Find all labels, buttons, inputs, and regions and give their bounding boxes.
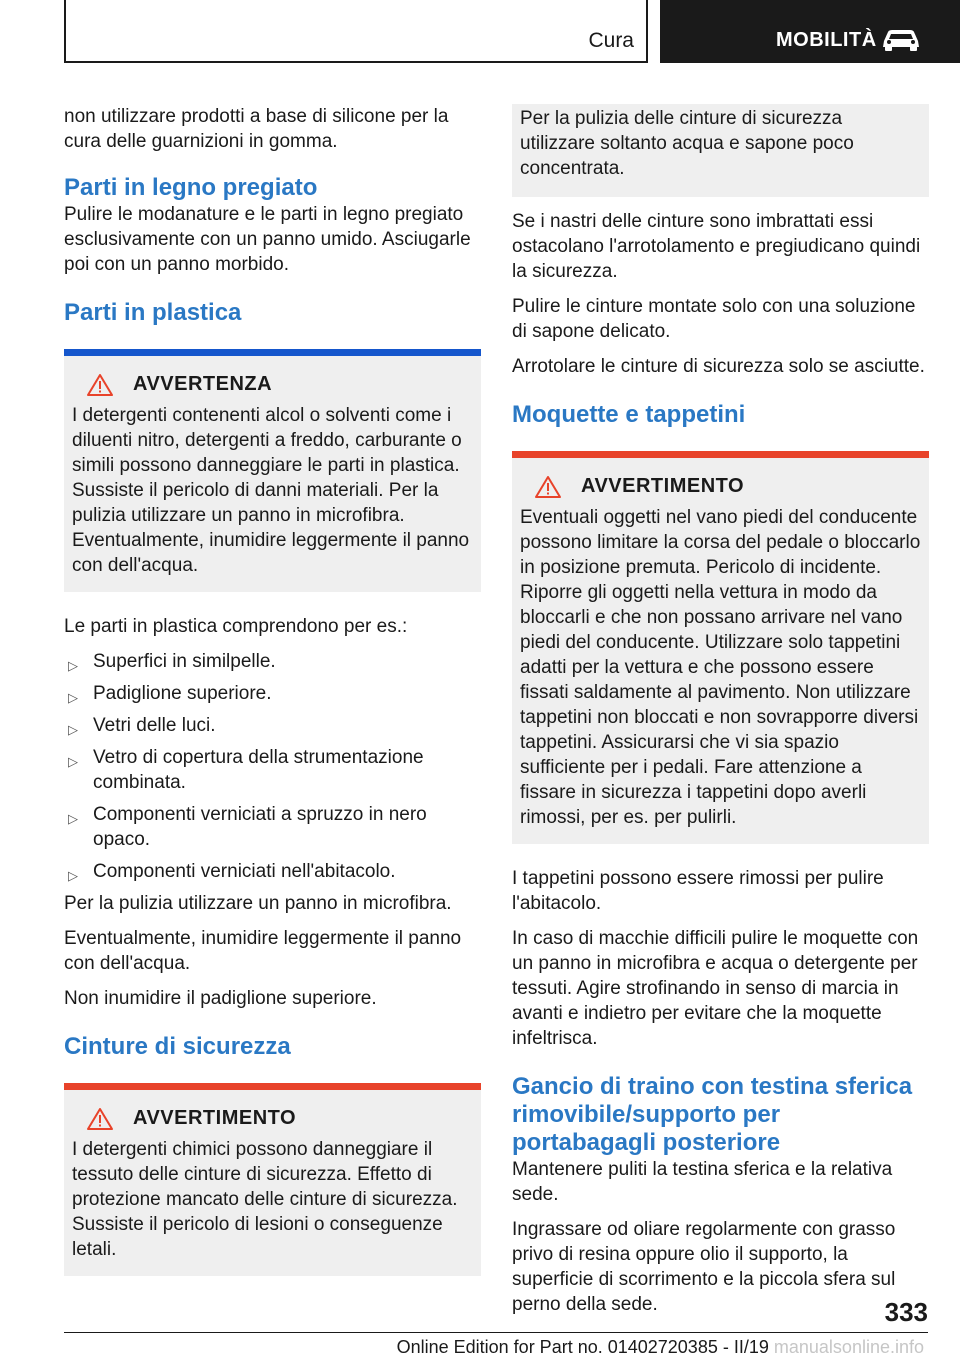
warning-text: I detergenti contenenti alcol o solventi come i diluenti nitro, detergenti a freddo, carburante o simili possono danneggiare le parti in plastica. Sussiste il pericolo di danni materiali. Per la pulizia utilizzare un panno in microfibra. Eventualmente, inumidire leggermente il panno con dell'acqua. <box>72 405 470 576</box>
left-column <box>64 104 481 1276</box>
watermark-site: manualsonline.info <box>773 1337 924 1357</box>
warning-title: AVVERTIMENTO <box>581 475 745 497</box>
list-item: ▷ Componenti verniciati a spruzzo in nero opaco. <box>68 804 427 850</box>
header-section-title: Cura <box>588 29 634 52</box>
belts-paragraph: Arrotolare le cinture di sicurezza solo se asciutte. <box>512 356 925 377</box>
list-item: ▷ Padiglione superiore. <box>64 681 481 706</box>
bullet-triangle-icon: ▷ <box>68 811 78 826</box>
wood-paragraph: Pulire le modanature e le parti in legno pregiato esclusivamente con un panno umido. Asciugarle poi con un panno morbido. <box>64 204 471 275</box>
heading-wood: Parti in legno pregiato <box>64 174 318 201</box>
list-item: ▷ Vetro di copertura della strumentazione combinata. <box>68 747 424 793</box>
warning-title: AVVERTIMENTO <box>133 1107 297 1129</box>
towbar-paragraph: Mantenere puliti la testina sferica e la relativa sede. <box>512 1159 893 1205</box>
plastic-paragraph: Non inumidire il padiglione superiore. <box>64 988 377 1009</box>
section-rule <box>64 1083 481 1090</box>
list-item: ▷ Superfici in similpelle. <box>64 649 481 674</box>
heading-belts: Cinture di sicurezza <box>64 1033 291 1060</box>
carpet-paragraph: I tappetini possono essere rimossi per pulire l'abitacolo. <box>512 868 884 914</box>
plastic-parts-list <box>64 649 481 884</box>
warning-title: AVVERTENZA <box>133 373 273 395</box>
section-rule <box>64 349 481 356</box>
belts-paragraph: Se i nastri delle cinture sono imbrattati essi ostacolano l'arrotolamento e pregiudicano quindi la sicurezza. <box>512 211 921 282</box>
edition-text: Online Edition for Part no. 01402720385 - II/19 <box>396 1337 769 1357</box>
bullet-triangle-icon: ▷ <box>68 754 78 769</box>
header-section-box <box>64 0 648 63</box>
warning-box-belts <box>64 1090 481 1276</box>
car-icon <box>880 27 922 53</box>
header-chapter-title: MOBILITÀ <box>776 29 877 51</box>
warning-text: I detergenti chimici possono danneggiare il tessuto delle cinture di sicurezza. Effetto di protezione mancato delle cinture di sicurezza. Sussiste il pericolo di lesioni o conseguenze letali. <box>72 1139 458 1260</box>
footer-divider <box>64 1332 928 1333</box>
warning-triangle-icon <box>86 1107 114 1131</box>
carpet-paragraph: In caso di macchie difficili pulire le moquette con un panno in microfibra e acqua o detergente per tessuti. Agire strofinando in senso di marcia in avanti e indietro per evitare che la moquette infeltrisca. <box>512 928 919 1049</box>
plastic-paragraph: Per la pulizia utilizzare un panno in microfibra. <box>64 893 452 914</box>
list-item: ▷ Componenti verniciati nell'abitacolo. <box>64 859 481 884</box>
warning-text: Eventuali oggetti nel vano piedi del conducente possono limitare la corsa del pedale o bloccarlo in posizione premuta. Pericolo di incidente. Riporre gli oggetti nella vettura in modo da bloccarli e che non possano arrivare nel vano piedi del conducente. Utilizzare solo tappetini adatti per la vettura e che possono essere fissati saldamente al pavimento. Non utilizzare tappetini non bloccati e non sovrapporre diversi tappetini. Assicurarsi che vi sia spazio sufficiente per i pedali. Fare attenzione a fissare in sicurezza i tappetini dopo averli rimossi, per es. per pulirli. <box>520 507 921 828</box>
plastic-list-intro: Le parti in plastica comprendono per es.: <box>64 616 408 637</box>
bullet-triangle-icon: ▷ <box>68 722 78 737</box>
heading-plastic: Parti in plastica <box>64 299 242 326</box>
heading-carpet: Moquette e tappetini <box>512 401 746 428</box>
belts-paragraph: Pulire le cinture montate solo con una soluzione di sapone delicato. <box>512 296 916 342</box>
info-box-belts: Per la pulizia delle cinture di sicurezza utilizzare soltanto acqua e sapone poco concentrata. <box>512 104 929 197</box>
page-number: 333 <box>884 1297 928 1327</box>
warning-triangle-icon <box>86 373 114 397</box>
bullet-triangle-icon: ▷ <box>68 690 78 705</box>
warning-box-carpet <box>512 458 929 844</box>
bullet-triangle-icon: ▷ <box>68 868 78 883</box>
section-rule <box>512 451 929 458</box>
plastic-paragraph: Eventualmente, inumidire leggermente il panno con dell'acqua. <box>64 928 462 974</box>
intro-paragraph: non utilizzare prodotti a base di silicone per la cura delle guarnizioni in gomma. <box>64 106 449 152</box>
bullet-triangle-icon: ▷ <box>68 658 78 673</box>
warning-box-plastic <box>64 356 481 592</box>
towbar-paragraph: Ingrassare od oliare regolarmente con grasso privo di resina oppure olio il supporto, la superficie di scorrimento e la piccola sfera sul perno della sede. <box>512 1219 896 1315</box>
heading-towbar: Gancio di traino con testina sferica rimovibile/supporto per portabagagli posteriore <box>512 1073 913 1156</box>
header-chapter-tab <box>660 0 960 63</box>
right-column <box>512 104 929 1327</box>
edition-note <box>397 1337 924 1358</box>
warning-triangle-icon <box>534 475 562 499</box>
list-item: ▷ Vetri delle luci. <box>64 713 481 738</box>
